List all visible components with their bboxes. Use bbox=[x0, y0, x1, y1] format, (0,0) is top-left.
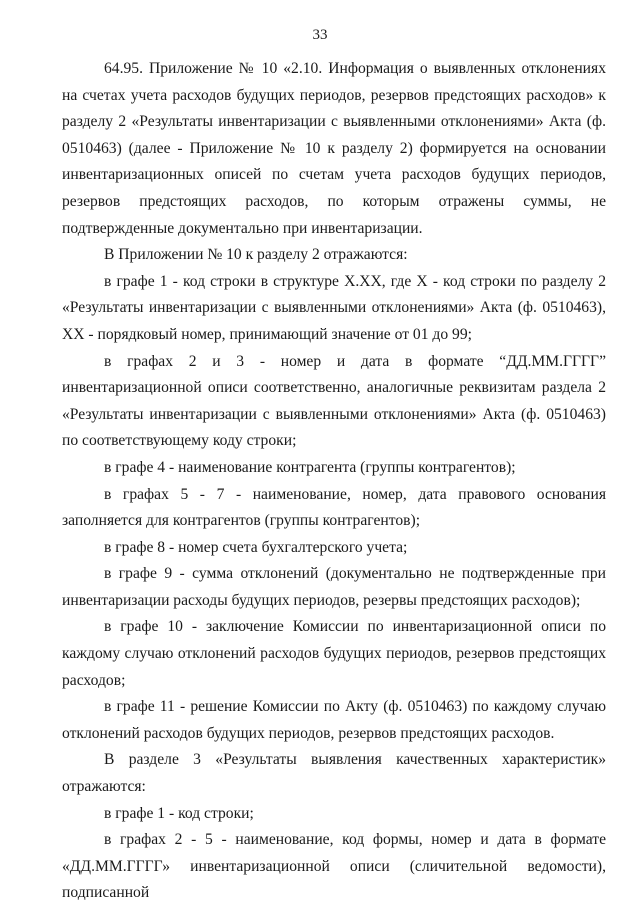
paragraph-columns-2-3: в графах 2 и 3 - номер и дата в формате “ДД.ММ.ГГГГ” инвентаризационной описи соответственно, аналогичные реквизитам раздела 2 «Результаты инвентаризации с выявленными отклонениями» Акта (ф. 0510463) по соответствующему коду строки; bbox=[62, 352, 606, 450]
paragraph-64-95-intro: 64.95. Приложение № 10 «2.10. Информация о выявленных отклонениях на счетах учета расходов будущих периодов, резервов предстоящих расходов» к разделу 2 «Результаты инвентаризации с выявленными отклонениями» Акта (ф. 0510463) (далее - Приложение № 10 к разделу 2) формируется на основании инвентаризационных описей по счетам учета расходов будущих периодов, резервов предстоящих расходов, по которым отражены суммы, не подтвержденные документально при инвентаризации. bbox=[62, 60, 606, 237]
paragraph-column-9: в графе 9 - сумма отклонений (документально не подтвержденные при инвентаризации расходы будущих периодов, резервы предстоящих расходов); bbox=[62, 565, 606, 609]
paragraph-appendix-10-lead: В Приложении № 10 к разделу 2 отражаются: bbox=[104, 246, 408, 264]
paragraph-column-8: в графе 8 - номер счета бухгалтерского учета; bbox=[104, 538, 408, 556]
paragraph-section-3-lead: В разделе 3 «Результаты выявления качественных характеристик» отражаются: bbox=[62, 751, 606, 796]
paragraph-columns-5-7: в графах 5 - 7 - наименование, номер, дата правового основания заполняется для контрагентов (группы контрагентов); bbox=[62, 485, 606, 530]
paragraph-section-3-columns-2-5: в графах 2 - 5 - наименование, код формы, номер и дата в формате «ДД.ММ.ГГГГ» инвентаризационной описи (сличительной ведомости), подписанной bbox=[62, 831, 606, 902]
paragraph-section-3-column-1: в графе 1 - код строки; bbox=[104, 804, 254, 822]
paragraph-column-1: в графе 1 - код строки в структуре X.XX, где X - код строки по разделу 2 «Результаты инвентаризации с выявленными отклонениями» Акта (ф. 0510463), XX - порядковый номер, принимающий значение от 01 до 99; bbox=[62, 272, 606, 343]
paragraph-column-10: в графе 10 - заключение Комиссии по инвентаризационной описи по каждому случаю отклонений расходов будущих периодов, резервов предстоящих расходов; bbox=[62, 618, 606, 689]
page-number: 33 bbox=[312, 27, 328, 43]
paragraph-column-4: в графе 4 - наименование контрагента (группы контрагентов); bbox=[104, 458, 516, 476]
document-body bbox=[62, 56, 606, 907]
paragraph-column-11: в графе 11 - решение Комиссии по Акту (ф. 0510463) по каждому случаю отклонений расходов будущих периодов, резервов предстоящих расходов. bbox=[62, 698, 606, 742]
